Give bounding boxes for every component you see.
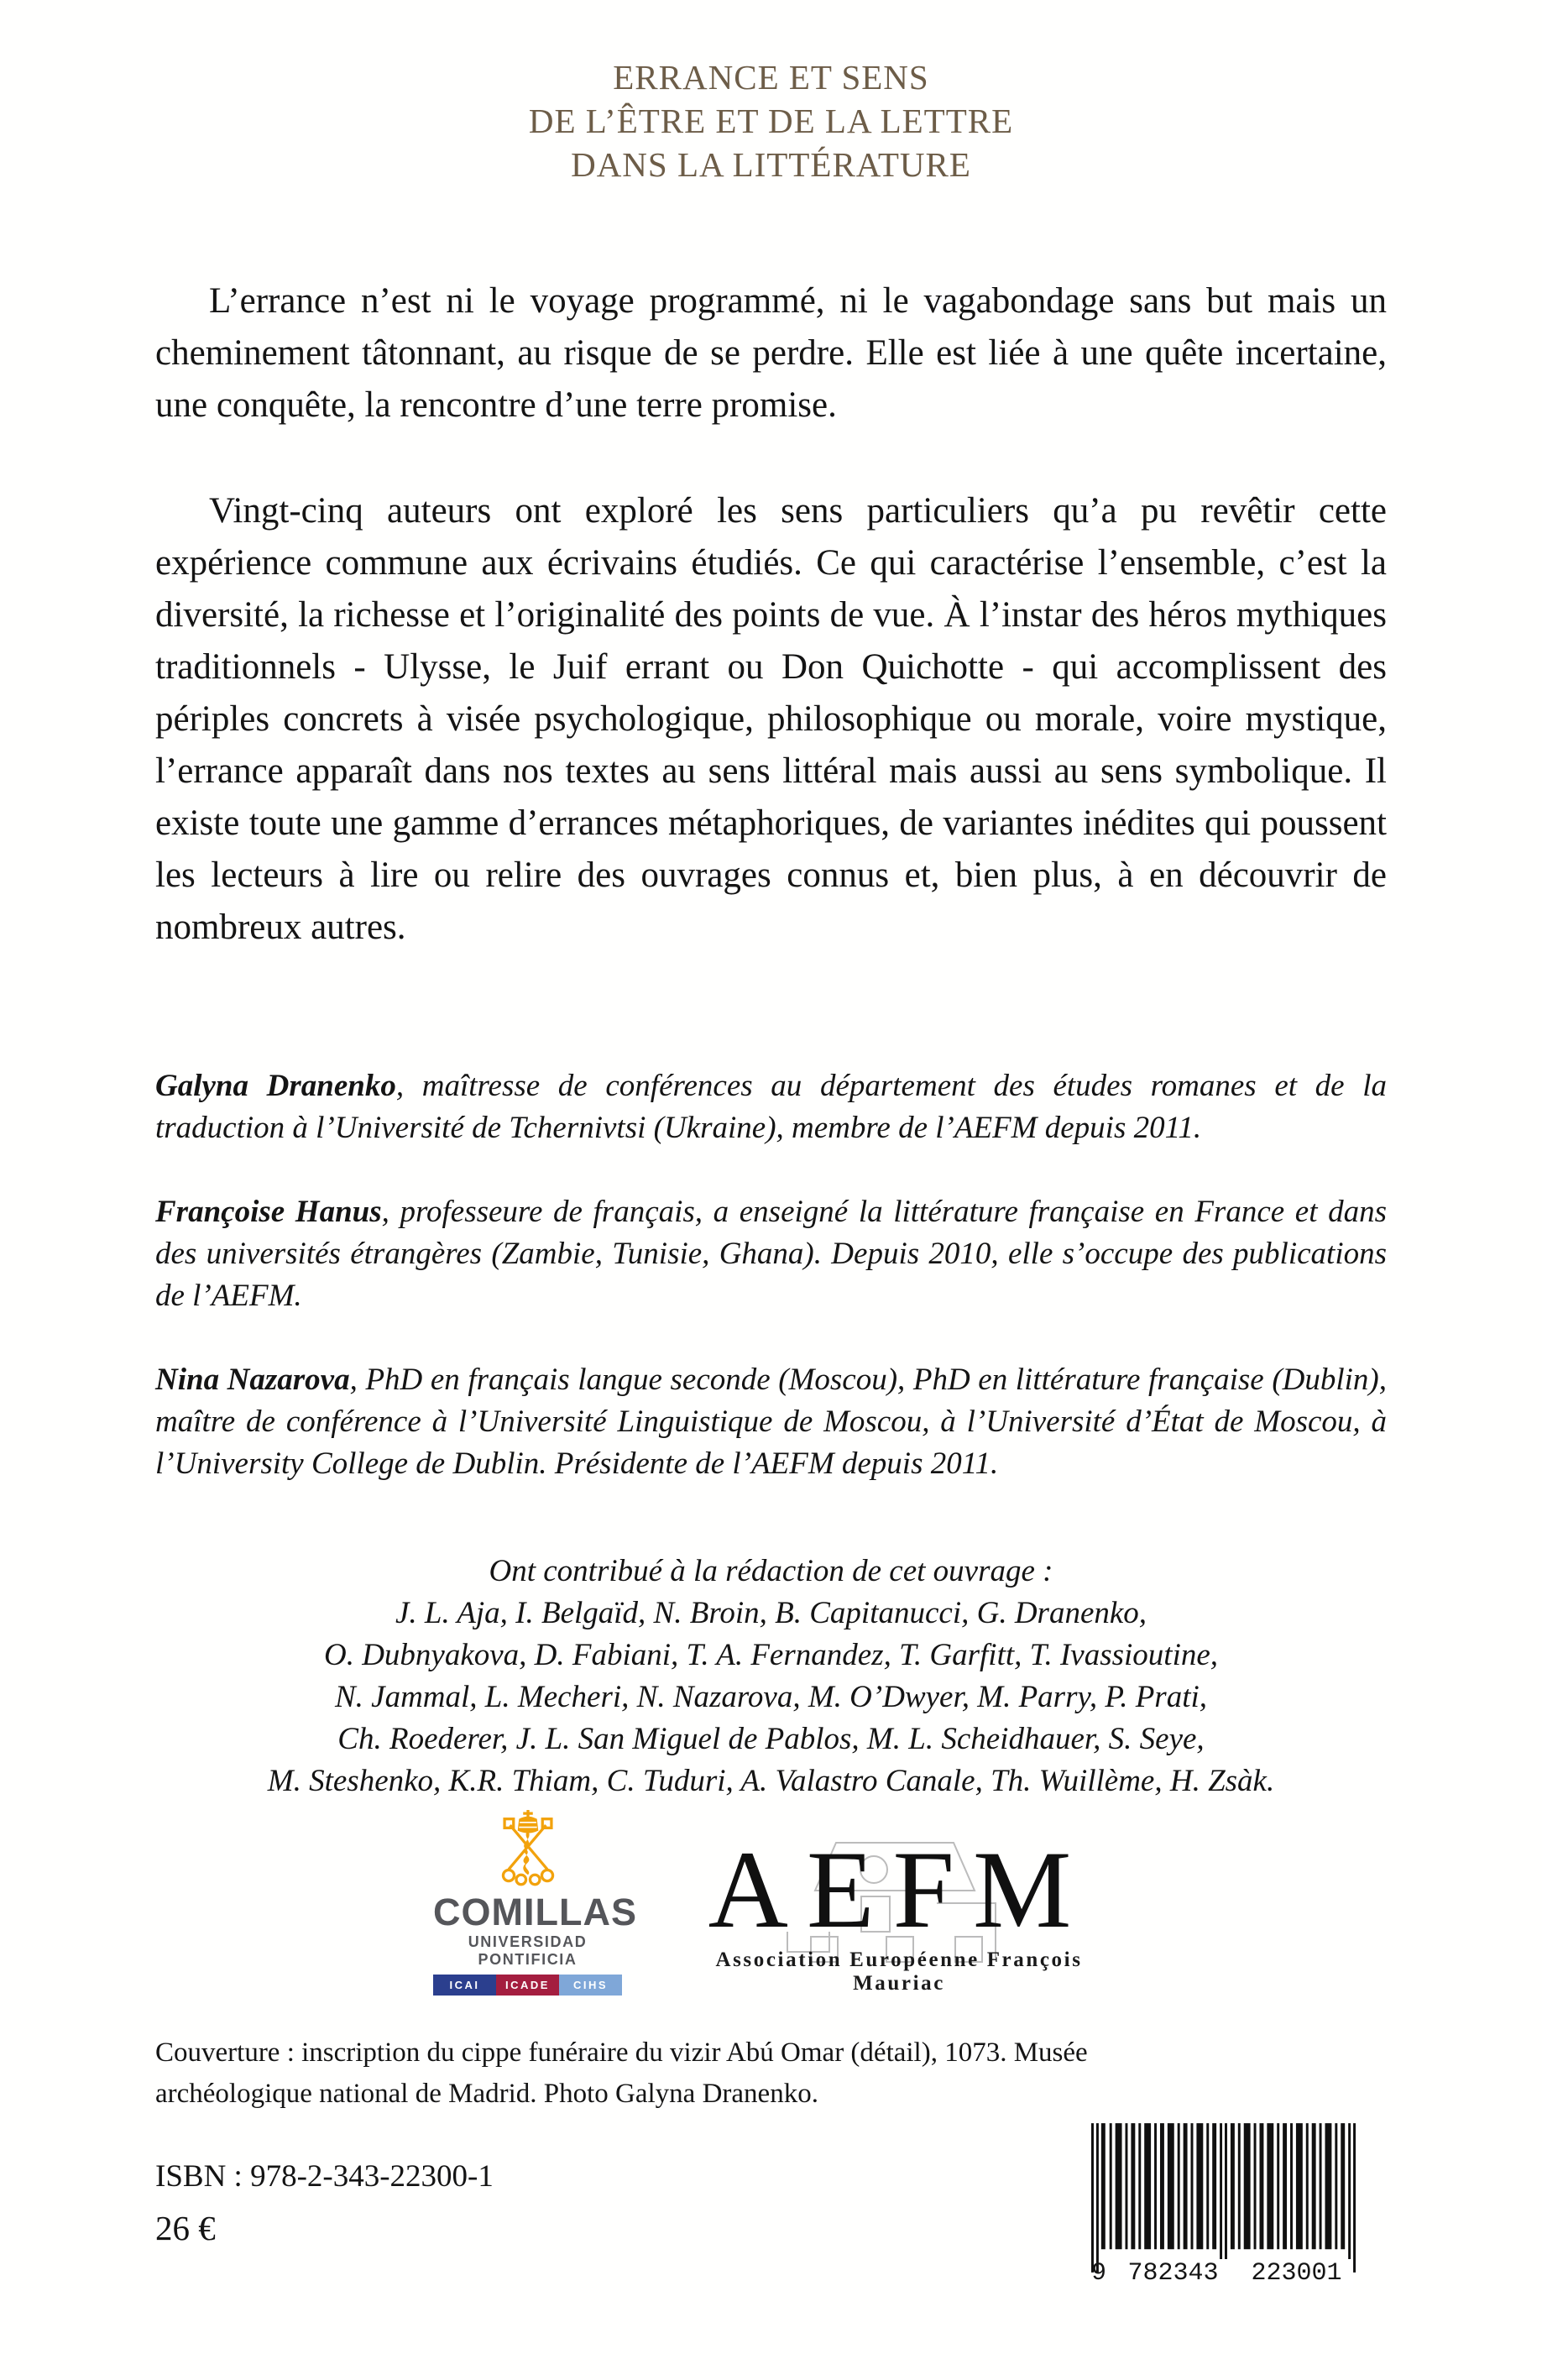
aefm-logo [689, 1828, 1109, 1996]
bio-nina-nazarova [155, 1359, 1387, 1485]
synopsis-paragraph-1: L’errance n’est ni le voyage programmé, ni le vagabondage sans but mais un cheminement tâtonnant, au risque de se perdre. Elle est liée à une quête incertaine, une conquête, la rencontre d’une terre promise. [155, 281, 1387, 425]
ean-barcode [1091, 2122, 1358, 2288]
aefm-wordmark: AEFM [708, 1828, 1090, 1951]
cover-credit: Couverture : inscription du cippe funéraire du vizir Abú Omar (détail), 1073. Musée archéologique national de Madrid. Photo Galyna Dranenko. [155, 2037, 1088, 2109]
price: 26 € [155, 2209, 216, 2247]
bio-francoise-hanus [155, 1191, 1387, 1317]
comillas-wordmark: COMILLAS [433, 1891, 637, 1933]
comillas-crest-icon [491, 1810, 565, 1887]
comillas-school-icai: ICAI [433, 1975, 496, 1996]
barcode-digit-group: 9 [1091, 2259, 1107, 2288]
aefm-subtitle: Association Européenne François Mauriac [715, 1948, 1083, 1995]
comillas-subtitle: UNIVERSIDAD PONTIFICIA [468, 1933, 588, 1968]
barcode-digits [1091, 2259, 1358, 2288]
contributors [155, 1551, 1387, 1802]
author-name: Galyna Dranenko [155, 1069, 396, 1103]
bio-text: , maîtresse de conférences au département des études romanes et de la traduction à l’Université de Tchernivtsi (Ukraine), membre de l’AEFM depuis 2011. [155, 1069, 1388, 1145]
comillas-logo [433, 1810, 637, 1996]
publisher-logos [155, 1828, 1387, 1996]
contributors-line: J. L. Aja, I. Belgaïd, N. Broin, B. Capitanucci, G. Dranenko, [395, 1596, 1147, 1630]
author-name: Françoise Hanus [155, 1195, 382, 1229]
bio-galyna-dranenko [155, 1065, 1387, 1149]
title-line-1: ERRANCE ET SENS [613, 58, 929, 97]
title-line-2: DE L’ÊTRE ET DE LA LETTRE [528, 102, 1014, 140]
comillas-school-cihs: CIHS [559, 1975, 622, 1996]
bio-text: , PhD en français langue seconde (Moscou), PhD en littérature française (Dublin), maître de conférence à l’Université Linguistique de Moscou, à l’Université d’État de Moscou, à l’University College de Dublin. Présidente de l’AEFM depuis 2011. [155, 1363, 1387, 1481]
barcode-digit-group: 782343 [1116, 2259, 1230, 2288]
isbn: ISBN : 978-2-343-22300-1 [155, 2159, 494, 2194]
barcode-bars-icon [1091, 2122, 1358, 2275]
contributors-line: Ch. Roederer, J. L. San Miguel de Pablos, M. L. Scheidhauer, S. Seye, [337, 1722, 1205, 1756]
comillas-school-icade: ICADE [496, 1975, 559, 1996]
comillas-schools-bar [433, 1975, 622, 1996]
book-title [155, 55, 1387, 186]
contributors-line: M. Steshenko, K.R. Thiam, C. Tuduri, A. Valastro Canale, Th. Wuillème, H. Zsàk. [267, 1764, 1275, 1798]
barcode-digit-group: 223001 [1240, 2259, 1353, 2288]
bio-text: , professeure de français, a enseigné la littérature française en France et dans des universités étrangères (Zambie, Tunisie, Ghana). Depuis 2010, elle s’occupe des publications de l’AEFM. [155, 1195, 1387, 1313]
synopsis [155, 275, 1387, 954]
contributors-line: N. Jammal, L. Mecheri, N. Nazarova, M. O’Dwyer, M. Parry, P. Prati, [334, 1680, 1208, 1714]
contributors-heading: Ont contribué à la rédaction de cet ouvrage : [489, 1554, 1053, 1588]
author-bios [155, 1065, 1387, 1485]
contributors-line: O. Dubnyakova, D. Fabiani, T. A. Fernandez, T. Garfitt, T. Ivassioutine, [323, 1638, 1219, 1672]
author-name: Nina Nazarova [155, 1363, 350, 1397]
synopsis-paragraph-2: Vingt-cinq auteurs ont exploré les sens particuliers qu’a pu revêtir cette expérience commune aux écrivains étudiés. Ce qui caractérise l’ensemble, c’est la diversité, la richesse et l’originalité des points de vue. À l’instar des héros mythiques traditionnels - Ulysse, le Juif errant ou Don Quichotte - qui accomplissent des périples concrets à visée psychologique, philosophique ou morale, voire mystique, l’errance apparaît dans nos textes au sens littéral mais aussi au sens symbolique. Il existe toute une gamme d’errances métaphoriques, de variantes inédites qui poussent les lecteurs à lire ou relire des ouvrages connus et, bien plus, à en découvrir de nombreux autres. [155, 491, 1387, 947]
title-line-3: DANS LA LITTÉRATURE [571, 145, 971, 184]
